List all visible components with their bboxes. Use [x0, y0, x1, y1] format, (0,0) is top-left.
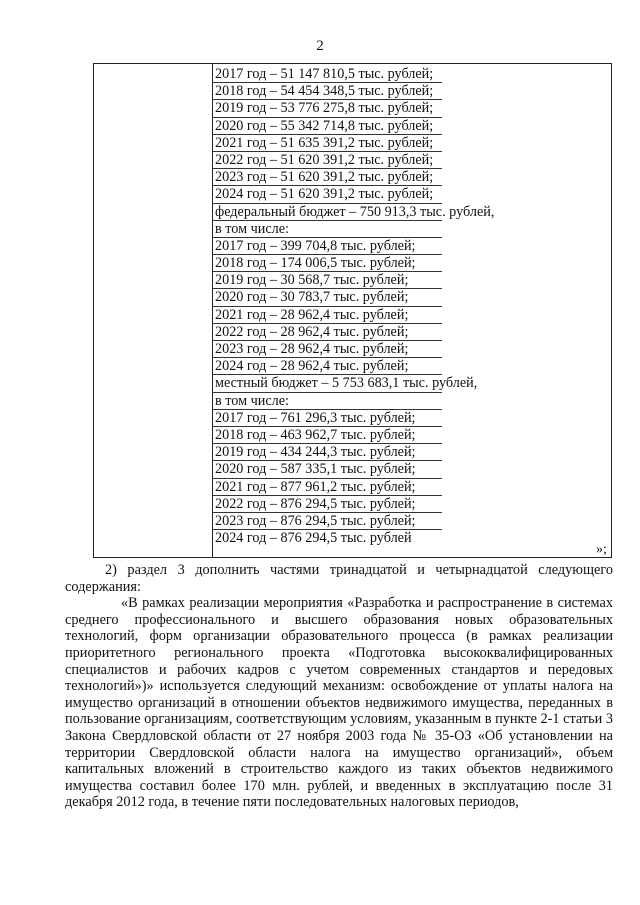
funding-line: федеральный бюджет – 750 913,3 тыс. рублей, [215, 204, 609, 221]
funding-lines [215, 66, 609, 547]
funding-line: 2023 год – 51 620 391,2 тыс. рублей; [215, 169, 609, 186]
paragraph-section-amendment: 2) раздел 3 дополнить частями тринадцатой и четырнадцатой следующего содержания: [65, 562, 613, 595]
funding-line: 2024 год – 51 620 391,2 тыс. рублей; [215, 186, 609, 203]
funding-line: 2024 год – 28 962,4 тыс. рублей; [215, 358, 609, 375]
funding-line: 2018 год – 463 962,7 тыс. рублей; [215, 427, 609, 444]
funding-line: 2023 год – 876 294,5 тыс. рублей; [215, 513, 609, 530]
funding-line: 2024 год – 876 294,5 тыс. рублей [215, 530, 412, 547]
page-number: 2 [316, 38, 324, 54]
funding-line: 2021 год – 28 962,4 тыс. рублей; [215, 307, 609, 324]
funding-line: 2019 год – 53 776 275,8 тыс. рублей; [215, 100, 609, 117]
funding-line: 2022 год – 28 962,4 тыс. рублей; [215, 324, 609, 341]
closing-quote-mark: »; [596, 542, 607, 557]
table-column-divider [212, 64, 213, 557]
funding-line: 2019 год – 30 568,7 тыс. рублей; [215, 272, 609, 289]
funding-line: 2021 год – 51 635 391,2 тыс. рублей; [215, 135, 609, 152]
funding-line: 2020 год – 30 783,7 тыс. рублей; [215, 289, 609, 306]
funding-line: местный бюджет – 5 753 683,1 тыс. рублей, [215, 375, 609, 392]
funding-line: 2018 год – 174 006,5 тыс. рублей; [215, 255, 609, 272]
funding-line: 2021 год – 877 961,2 тыс. рублей; [215, 479, 609, 496]
funding-line: 2020 год – 55 342 714,8 тыс. рублей; [215, 118, 609, 135]
funding-line: 2017 год – 761 296,3 тыс. рублей; [215, 410, 609, 427]
paragraph-mechanism: «В рамках реализации мероприятия «Разработка и распространение в системах среднего профессионального и высшего образования новых образовательных технологий, форм организации образовательного процесса (в рамках реализации приоритетного регионального проекта «Подготовка высококвалифицированных специалистов и рабочих кадров с учетом современных стандартов и передовых технологий»)» используется следующий механизм: освобождение от уплаты налога на имущество организаций в отношении объектов недвижимого имущества, переданных в пользование организациям, соответствующим условиям, указанным в пункте 2-1 статьи 3 Закона Свердловской области от 27 ноября 2003 года № 35-ОЗ «Об установлении на территории Свердловской области налога на имущество организаций», объем капитальных вложений в строительство каждого из таких объектов недвижимого имущества составил более 170 млн. рублей, и введенных в эксплуатацию после 31 декабря 2012 года, в течение пяти последовательных налоговых периодов, [65, 595, 614, 811]
funding-line: 2018 год – 54 454 348,5 тыс. рублей; [215, 83, 609, 100]
funding-line: 2017 год – 399 704,8 тыс. рублей; [215, 238, 609, 255]
body-text [65, 562, 613, 811]
funding-table [93, 63, 612, 558]
funding-line: 2017 год – 51 147 810,5 тыс. рублей; [215, 66, 609, 83]
funding-line: 2023 год – 28 962,4 тыс. рублей; [215, 341, 609, 358]
funding-line: 2022 год – 51 620 391,2 тыс. рублей; [215, 152, 609, 169]
funding-line: в том числе: [215, 393, 609, 410]
funding-line: в том числе: [215, 221, 609, 238]
funding-line: 2019 год – 434 244,3 тыс. рублей; [215, 444, 609, 461]
funding-line: 2022 год – 876 294,5 тыс. рублей; [215, 496, 609, 513]
funding-line: 2020 год – 587 335,1 тыс. рублей; [215, 461, 609, 478]
